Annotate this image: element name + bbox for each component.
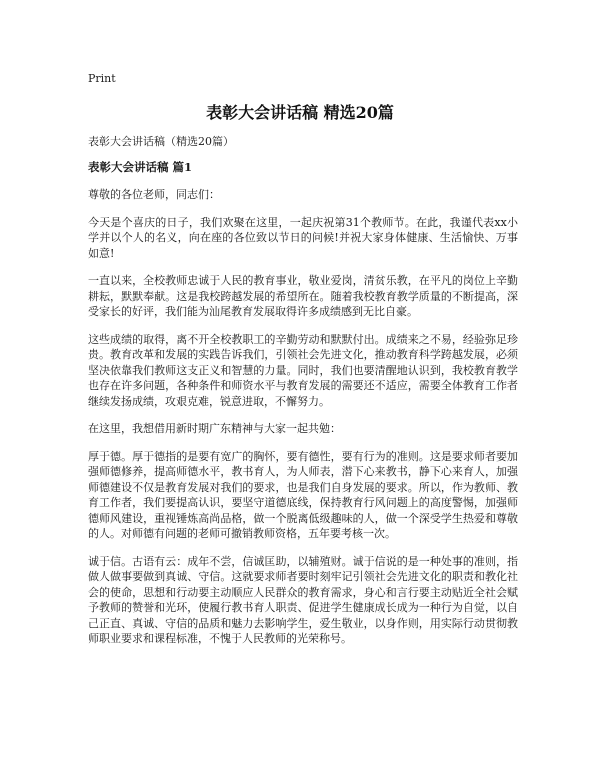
paragraph: 在这里，我想借用新时期广东精神与大家一起共勉：: [88, 422, 341, 435]
paragraph-greeting: 尊敬的各位老师，同志们：: [88, 188, 220, 201]
document-body: [88, 134, 518, 659]
paragraph: 诚于信。古语有云：成年不尝，信诚匡助，以辅殖财。诚于信说的是一种处事的准则，指做人做事要做到真诚、守信。这就要求师者要时刻牢记引领社会先进文化的职责和教化社会的使命，思想和行动要主动顺应人民群众的教育需求，身心和言行要主动贴近全社会赋予教师的赞誉和光环，使履行教书育人职责、促进学生健康成长成为一种行为自觉，以自己正直、真诚、守信的品质和魅力去影响学生，爱生敬业，以身作则，用实际行动贯彻教师职业要求和课程标准，不愧于人民教师的光荣称号。: [88, 554, 518, 645]
print-label[interactable]: Print: [88, 72, 116, 85]
paragraph: 今天是个喜庆的日子，我们欢聚在这里，一起庆祝第31个教师节。在此，我谨代表xx小学并以个人的名义，向在座的各位致以节日的问候!并祝大家身体健康、生活愉快、万事如意!: [88, 215, 518, 260]
document-title: 表彰大会讲话稿 精选20篇: [206, 103, 394, 122]
paragraph: 一直以来，全校教师忠诚于人民的教育事业，敬业爱岗，清贫乐教，在平凡的岗位上辛勤耕耘，默默奉献。这是我校跨越发展的希望所在。随着我校教育教学质量的不断提高，深受家长的好评，我们能为汕尾教育发展取得许多成绩感到无比自豪。: [88, 274, 518, 318]
paragraph: 这些成绩的取得，离不开全校教职工的辛勤劳动和默默付出。成绩来之不易，经验弥足珍贵。教育改革和发展的实践告诉我们，引领社会先进文化，推动教育科学跨越发展，必须坚决依靠我们教师这支正义和智慧的力量。同时，我们也要清醒地认识到，我校教育教学也存在许多问题，各种条件和师资水平与教育发展的需要还不适应，需要全体教育工作者继续发扬成绩，攻艰克难，锐意进取，不懈努力。: [88, 332, 518, 408]
paragraph: 厚于德。厚于德指的是要有宽广的胸怀，要有德性，要有行为的准则。这是要求师者要加强师德修养，提高师德水平，教书育人，为人师表，潜下心来教书，静下心来育人，加强师德建设不仅是教育发展对我们的要求，也是我们自身发展的要求。所以，作为教师、教育工作者，我们要提高认识，要坚守道德底线，保持教育行风问题上的高度警惕，加强师德师风建设，重视锤炼高尚品格，做一个脱离低级趣味的人，做一个深受学生热爱和尊敬的人。对师德有问题的老师可撤销教师资格，五年要考核一次。: [88, 449, 518, 540]
document-subtitle: 表彰大会讲话稿（精选20篇）: [88, 135, 234, 148]
section-heading: 表彰大会讲话稿 篇1: [88, 159, 193, 174]
